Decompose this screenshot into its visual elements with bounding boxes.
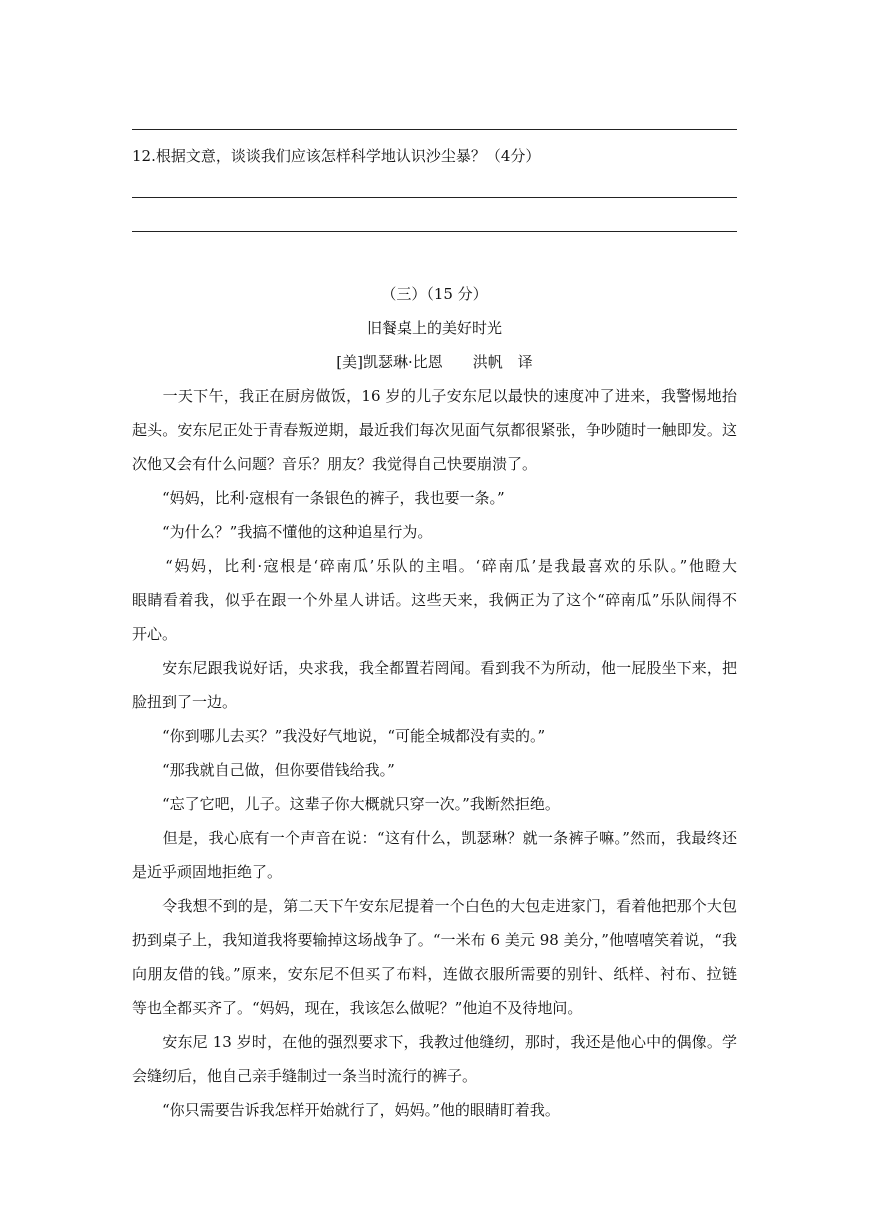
body-line: “你到哪儿去买？”我没好气地说，“可能全城都没有卖的。”	[132, 727, 546, 745]
body-line: “忘了它吧，儿子。这辈子你大概就只穿一次。”我断然拒绝。	[132, 795, 560, 813]
body-line: 等也全都买齐了。“妈妈，现在，我该怎么做呢？”他迫不及待地问。	[132, 999, 583, 1017]
question-12: 12.根据文意，谈谈我们应该怎样科学地认识沙尘暴？（4分）	[132, 147, 541, 165]
body-line: 开心。	[132, 625, 178, 643]
body-line: 但是，我心底有一个声音在说：“这有什么，凯瑟琳？就一条裤子嘛。”然而，我最终还	[132, 829, 737, 847]
section-header: （三）（15 分）	[381, 285, 488, 303]
body-line: 一天下午，我正在厨房做饭，16 岁的儿子安东尼以最快的速度冲了进来，我警惕地抬	[132, 387, 737, 405]
body-line: “妈妈，比利·寇根是‘碎南瓜’乐队的主唱。‘碎南瓜’是我最喜欢的乐队。”他瞪大	[132, 557, 737, 575]
body-line: 脸扭到了一边。	[132, 693, 238, 711]
body-line: “为什么？”我搞不懂他的这种追星行为。	[132, 523, 433, 541]
body-line: 向朋友借的钱。”原来，安东尼不但买了布料，连做衣服所需要的别针、纸样、衬布、拉链	[132, 965, 737, 983]
body-line: 是近乎顽固地拒绝了。	[132, 863, 283, 881]
article-title: 旧餐桌上的美好时光	[366, 319, 502, 337]
body-line: 眼睛看着我，似乎在跟一个外星人讲话。这些天来，我俩正为了这个“碎南瓜”乐队闹得不	[132, 591, 737, 609]
answer-line	[132, 129, 737, 130]
article-byline: [美]凯瑟琳·比恩 洪帆 译	[336, 353, 533, 371]
body-line: 安东尼跟我说好话，央求我，我全都置若罔闻。看到我不为所动，他一屁股坐下来，把	[132, 659, 737, 677]
body-line: “你只需要告诉我怎样开始就行了，妈妈。”他的眼睛盯着我。	[132, 1101, 560, 1119]
body-line: 起头。安东尼正处于青春叛逆期，最近我们每次见面气氛都很紧张，争吵随时一触即发。这	[132, 421, 737, 439]
body-line: “妈妈，比利·寇根有一条银色的裤子，我也要一条。”	[132, 489, 505, 507]
body-line: 会缝纫后，他自己亲手缝制过一条当时流行的裤子。	[132, 1067, 478, 1085]
body-line: 次他又会有什么问题？音乐？朋友？我觉得自己快要崩溃了。	[132, 455, 538, 473]
body-line: 扔到桌子上，我知道我将要输掉这场战争了。“一米布 6 美元 98 美分，”他嘻嘻笑着说，“我	[132, 931, 737, 949]
answer-line	[132, 197, 737, 198]
body-line: “那我就自己做，但你要借钱给我。”	[132, 761, 395, 779]
body-line: 安东尼 13 岁时，在他的强烈要求下，我教过他缝纫，那时，我还是他心中的偶像。学	[132, 1033, 737, 1051]
answer-line	[132, 231, 737, 232]
body-line: 令我想不到的是，第二天下午安东尼提着一个白色的大包走进家门，看着他把那个大包	[132, 897, 737, 915]
